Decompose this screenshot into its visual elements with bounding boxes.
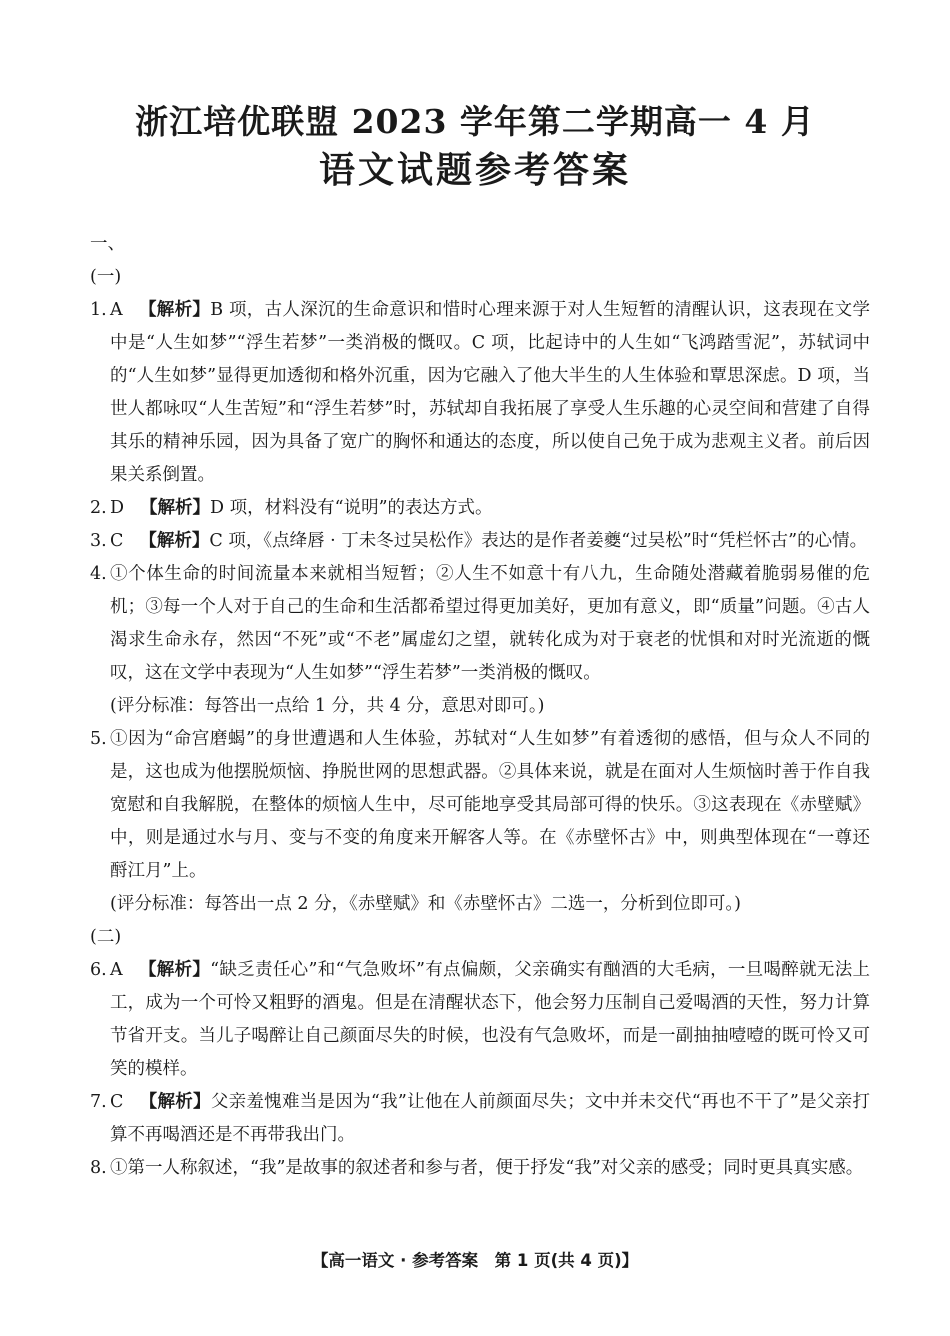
question-3: [90, 525, 870, 558]
analysis-label: 【解析】: [138, 960, 211, 980]
answer-content: [90, 228, 870, 1185]
question-5: [90, 723, 870, 888]
analysis-label: 【解析】: [138, 300, 211, 320]
question-number: 1.: [90, 300, 107, 320]
question-2: [90, 492, 870, 525]
question-8: [90, 1152, 870, 1185]
page-footer: 【高一语文 · 参考答案 第 1 页(共 4 页)】: [311, 1251, 639, 1270]
question-number: 2.: [90, 498, 107, 518]
subsection-heading-2: (二): [90, 927, 122, 947]
scoring-note-4: (评分标准：每答出一点给 1 分，共 4 分，意思对即可。): [110, 696, 545, 716]
analysis-label: 【解析】: [139, 531, 210, 551]
scoring-note-5: (评分标准：每答出一点 2 分，《赤壁赋》和《赤壁怀古》二选一，分析到位即可。): [110, 894, 741, 914]
analysis-label: 【解析】: [139, 1092, 211, 1112]
answer-choice: C: [110, 1092, 124, 1112]
question-number: 6.: [90, 960, 107, 980]
answer-text: ①因为“命宫磨蝎”的身世遭遇和人生体验，苏轼对“人生如梦”有着透彻的感悟，但与众人不同的是，这也成为他摆脱烦恼、挣脱世网的思想武器。②具体来说，就是在面对人生烦恼时善于作自我宽慰和自我解脱，在整体的烦恼人生中，尽可能地享受其局部可得的快乐。③这表现在《赤壁赋》中，则是通过水与月、变与不变的角度来开解客人等。在《赤壁怀古》中，则典型体现在“一尊还酹江月”上。: [110, 729, 870, 881]
analysis-text: C 项，《点绛唇 · 丁未冬过吴松作》表达的是作者姜夔“过吴松”时“凭栏怀古”的心情。: [209, 531, 868, 551]
question-number: 3.: [90, 531, 107, 551]
question-number: 4.: [90, 564, 107, 584]
subsection-heading-1: (一): [90, 267, 122, 287]
answer-text: ①个体生命的时间流量本来就相当短暂；②人生不如意十有八九，生命随处潜藏着脆弱易催的危机；③每一个人对于自己的生命和生活都希望过得更加美好，更加有意义，即“质量”问题。④古人渴求生命永存，然因“不死”或“不老”属虚幻之望，就转化成为对于衰老的忧惧和对时光流逝的慨叹，这在文学中表现为“人生如梦”“浮生若梦”一类消极的慨叹。: [110, 564, 870, 683]
answer-choice: A: [110, 960, 123, 980]
answer-choice: D: [110, 498, 125, 518]
exam-title: 浙江培优联盟 2023 学年第二学期高一 4 月: [135, 102, 815, 141]
analysis-text: D 项，材料没有“说明”的表达方式。: [210, 498, 493, 518]
question-1: [90, 294, 870, 492]
question-7: [90, 1086, 870, 1152]
answer-key-title: 语文试题参考答案: [318, 149, 631, 191]
section-heading-part1: 一、: [90, 234, 125, 254]
answer-choice: A: [110, 300, 123, 320]
question-6: [90, 954, 870, 1086]
analysis-label: 【解析】: [140, 498, 211, 518]
answer-text: ①第一人称叙述，“我”是故事的叙述者和参与者，便于抒发“我”对父亲的感受；同时更具真实感。: [110, 1158, 864, 1178]
question-number: 7.: [90, 1092, 107, 1112]
answer-choice: C: [110, 531, 124, 551]
question-number: 8.: [90, 1158, 107, 1178]
question-4: [90, 558, 870, 690]
question-number: 5.: [90, 729, 107, 749]
analysis-text: 父亲羞愧难当是因为“我”让他在人前颜面尽失；文中并未交代“再也不干了”是父亲打算不再喝酒还是不再带我出门。: [110, 1092, 870, 1145]
analysis-text: “缺乏责任心”和“气急败坏”有点偏颇，父亲确实有酗酒的大毛病，一旦喝醉就无法上工，成为一个可怜又粗野的酒鬼。但是在清醒状态下，他会努力压制自己爱喝酒的天性，努力计算节省开支。当儿子喝醉让自己颜面尽失的时候，也没有气急败坏，而是一副抽抽噎噎的既可怜又可笑的模样。: [110, 960, 870, 1079]
analysis-text: B 项，古人深沉的生命意识和惜时心理来源于对人生短暂的清醒认识，这表现在文学中是“人生如梦”“浮生若梦”一类消极的慨叹。C 项，比起诗中的人生如“飞鸿踏雪泥”，苏轼词中的“人生如梦”显得更加透彻和格外沉重，因为它融入了他大半生的人生体验和覃思深虑。D 项，当世人都咏叹“人生苦短”和“浮生若梦”时，苏轼却自我拓展了享受人生乐趣的心灵空间和营建了自得其乐的精神乐园，因为具备了宽广的胸怀和通达的态度，所以使自己免于成为悲观主义者。前后因果关系倒置。: [110, 300, 870, 485]
